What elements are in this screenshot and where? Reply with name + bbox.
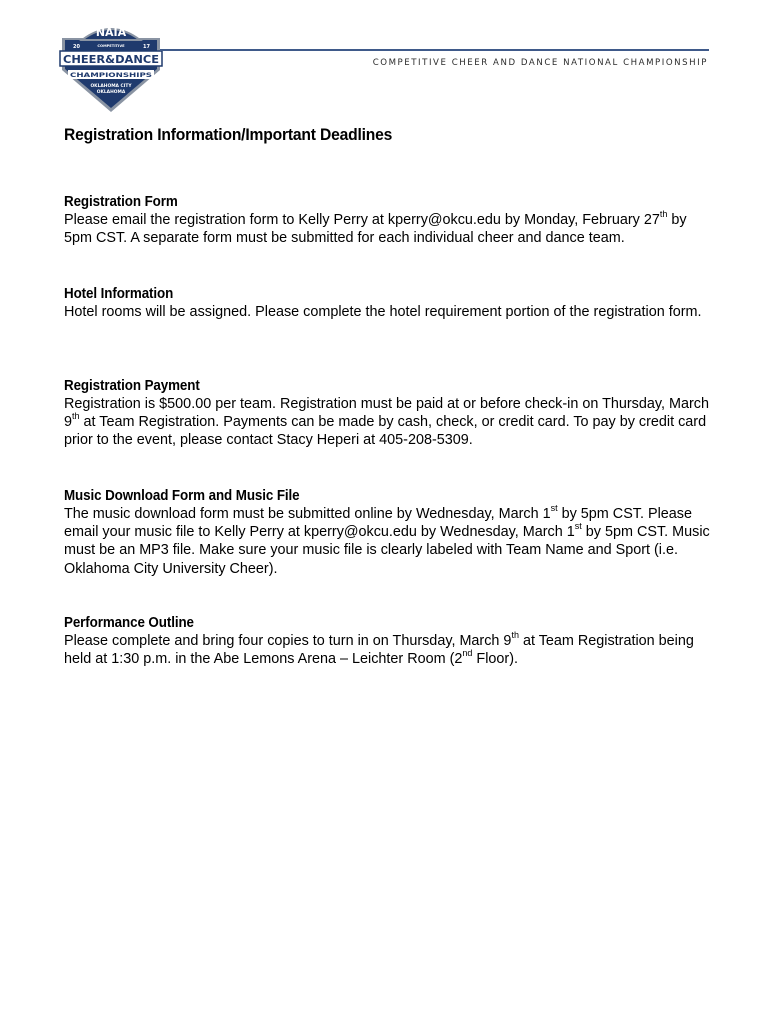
logo-cheer-dance: CHEER&DANCE — [63, 53, 159, 66]
logo-year-left: 20 — [73, 44, 80, 50]
section-performance-outline — [64, 615, 714, 668]
section-heading: Registration Payment — [64, 378, 200, 394]
section-heading: Music Download Form and Music File — [64, 488, 300, 504]
logo-naia: NAIA — [95, 26, 127, 39]
section-body: Please complete and bring four copies to turn in on Thursday, March 9th at Team Registration being held at 1:30 p.m. in the Abe Lemons Arena – Leichter Room (2nd Floor). — [64, 630, 694, 668]
logo-competitive: COMPETITIVE — [97, 44, 125, 48]
section-body: The music download form must be submitted online by Wednesday, March 1st by 5pm CST. Please email your music file to Kelly Perry at kperry@okcu.edu by Wednesday, March 1st by 5pm CST. Music must be an MP3 file. Make sure your music file is clearly labeled with Team Name and Sport (i.e. Oklahoma City University Cheer). — [64, 503, 710, 577]
section-heading: Registration Form — [64, 194, 178, 210]
section-body: Please email the registration form to Kelly Perry at kperry@okcu.edu by Monday, February 27th by 5pm CST. A separate form must be submitted for each individual cheer and dance team. — [64, 209, 687, 247]
logo-city: OKLAHOMA CITY — [90, 84, 132, 89]
section-hotel-information — [64, 286, 714, 321]
section-body: Registration is $500.00 per team. Registration must be paid at or before check-in on Thursday, March 9th at Team Registration. Payments can be made by cash, check, or credit card. To pay by credit card prior to the event, please contact Stacy Heperi at 405-208-5309. — [64, 396, 709, 449]
section-music-download — [64, 488, 714, 578]
naia-cheer-dance-logo — [58, 20, 164, 114]
section-heading: Hotel Information — [64, 286, 174, 302]
logo-championships: CHAMPIONSHIPS — [70, 72, 152, 80]
section-body: Hotel rooms will be assigned. Please complete the hotel requirement portion of the registration form. — [64, 304, 702, 320]
page-title: Registration Information/Important Deadlines — [64, 125, 393, 144]
section-heading: Performance Outline — [64, 615, 194, 631]
logo-year-right: 17 — [143, 44, 150, 50]
section-registration-payment — [64, 378, 714, 450]
logo-state: OKLAHOMA — [96, 90, 126, 95]
section-registration-form — [64, 194, 714, 247]
header-tagline: COMPETITIVE CHEER AND DANCE NATIONAL CHAMPIONSHIP — [372, 58, 708, 68]
header-divider — [160, 49, 709, 51]
